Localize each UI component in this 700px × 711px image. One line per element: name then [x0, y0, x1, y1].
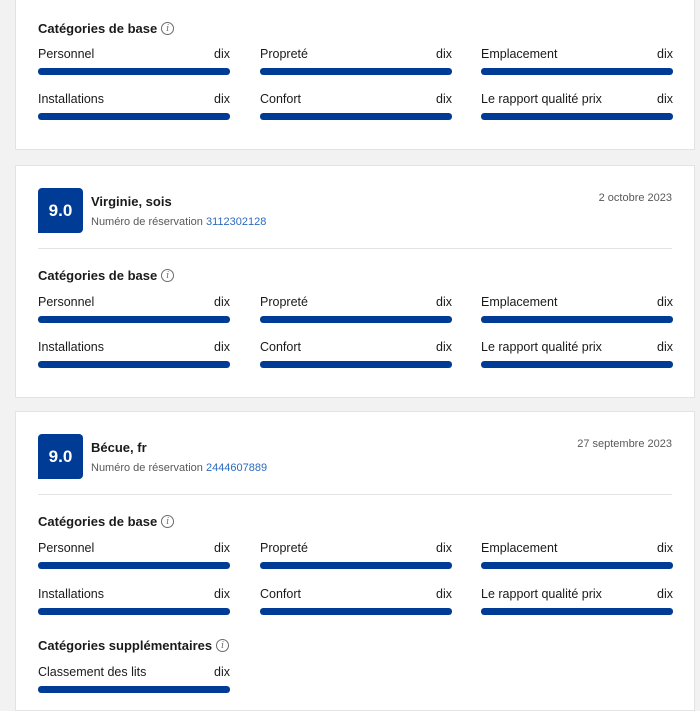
category-item [38, 541, 230, 571]
divider [38, 248, 672, 249]
category-bar-fill [38, 608, 230, 615]
category-value: dix [657, 587, 673, 601]
category-item [38, 587, 230, 617]
category-label: Emplacement [481, 295, 558, 309]
category-value: dix [436, 541, 452, 555]
category-bar-fill [260, 562, 452, 569]
booking-label: Numéro de réservation [91, 462, 203, 474]
category-value: dix [214, 587, 230, 601]
category-item [38, 340, 230, 370]
category-item [481, 295, 673, 325]
category-bar-fill [260, 361, 452, 368]
category-value: dix [657, 92, 673, 106]
review-header [38, 188, 672, 238]
category-bar-fill [481, 68, 673, 75]
category-value: dix [214, 295, 230, 309]
category-value: dix [214, 92, 230, 106]
category-item [260, 587, 452, 617]
category-label: Le rapport qualité prix [481, 340, 602, 354]
category-label: Installations [38, 340, 105, 354]
score-badge: 9.0 [38, 434, 83, 479]
category-item [481, 340, 673, 370]
reviewer-name: Bécue, fr [91, 440, 147, 455]
category-value: dix [436, 295, 452, 309]
category-bar [481, 608, 673, 615]
review-date: 27 septembre 2023 [577, 438, 672, 450]
category-bar-fill [481, 562, 673, 569]
category-item [481, 92, 673, 122]
category-item [260, 541, 452, 571]
category-item [38, 92, 230, 122]
base-categories-title [38, 268, 174, 283]
review-header [38, 434, 672, 484]
info-icon[interactable]: i [216, 639, 229, 652]
category-bar [260, 562, 452, 569]
category-label: Classement des lits [38, 665, 147, 679]
category-bar-fill [260, 68, 452, 75]
category-bar-fill [38, 686, 230, 693]
category-value: dix [214, 541, 230, 555]
category-item [481, 587, 673, 617]
category-value: dix [436, 587, 452, 601]
booking-number-link[interactable]: 2444607889 [205, 462, 268, 474]
booking-number-link[interactable]: 3112302128 [205, 216, 267, 228]
category-label: Le rapport qualité prix [481, 92, 602, 106]
category-bar-fill [38, 361, 230, 368]
category-value: dix [214, 47, 230, 61]
base-categories-title [38, 514, 174, 529]
category-item [481, 541, 673, 571]
booking-reference [91, 216, 266, 228]
base-categories-title [38, 21, 174, 36]
review-card [15, 411, 695, 711]
category-item [260, 47, 452, 77]
category-bar-fill [260, 113, 452, 120]
category-bar-fill [260, 316, 452, 323]
category-value: dix [436, 92, 452, 106]
category-bar [38, 562, 230, 569]
info-icon[interactable]: i [161, 515, 174, 528]
category-value: dix [657, 340, 673, 354]
section-title-text: Catégories de base [38, 268, 158, 283]
score-badge: 9.0 [38, 188, 83, 233]
category-label: Propreté [260, 47, 308, 61]
category-item [38, 295, 230, 325]
category-label: Personnel [38, 541, 95, 555]
category-bar [38, 361, 230, 368]
category-value: dix [436, 340, 452, 354]
category-bar-fill [481, 316, 673, 323]
category-bar [260, 608, 452, 615]
category-bar-fill [38, 316, 230, 323]
category-value: dix [657, 295, 673, 309]
category-bar [38, 316, 230, 323]
category-value: dix [436, 47, 452, 61]
category-label: Propreté [260, 295, 308, 309]
category-item [260, 340, 452, 370]
category-value: dix [657, 541, 673, 555]
category-label: Confort [260, 92, 301, 106]
category-bar [481, 361, 673, 368]
category-bar [38, 68, 230, 75]
category-bar-fill [481, 608, 673, 615]
booking-reference [91, 462, 267, 474]
category-bar [260, 113, 452, 120]
category-label: Installations [38, 92, 105, 106]
category-bar [38, 686, 230, 693]
category-bar-fill [481, 361, 673, 368]
reviewer-name: Virginie, sois [91, 194, 172, 209]
section-title-text: Catégories de base [38, 21, 158, 36]
review-card [15, 165, 695, 398]
category-item [38, 665, 230, 695]
category-value: dix [657, 47, 673, 61]
divider [38, 494, 672, 495]
category-label: Personnel [38, 47, 95, 61]
category-label: Confort [260, 587, 301, 601]
section-title-text: Catégories de base [38, 514, 158, 529]
category-bar [481, 562, 673, 569]
extra-categories-title [38, 638, 229, 653]
section-title-text: Catégories supplémentaires [38, 638, 213, 653]
category-label: Emplacement [481, 541, 558, 555]
category-bar-fill [260, 608, 452, 615]
category-bar-fill [38, 68, 230, 75]
category-item [260, 92, 452, 122]
category-value: dix [214, 340, 230, 354]
review-date: 2 octobre 2023 [598, 192, 672, 204]
category-bar [260, 68, 452, 75]
category-label: Emplacement [481, 47, 558, 61]
info-icon[interactable]: i [161, 269, 174, 282]
category-label: Confort [260, 340, 301, 354]
category-bar [260, 361, 452, 368]
category-bar [481, 113, 673, 120]
category-bar [481, 68, 673, 75]
category-bar-fill [38, 562, 230, 569]
booking-label: Numéro de réservation [91, 216, 203, 228]
category-label: Installations [38, 587, 105, 601]
info-icon[interactable]: i [161, 22, 174, 35]
category-value: dix [214, 665, 230, 679]
category-bar [260, 316, 452, 323]
category-bar [38, 113, 230, 120]
category-bar-fill [481, 113, 673, 120]
review-card [15, 0, 695, 150]
category-bar [481, 316, 673, 323]
category-label: Personnel [38, 295, 95, 309]
category-label: Le rapport qualité prix [481, 587, 602, 601]
category-item [260, 295, 452, 325]
category-label: Propreté [260, 541, 308, 555]
category-bar-fill [38, 113, 230, 120]
category-bar [38, 608, 230, 615]
category-item [38, 47, 230, 77]
category-item [481, 47, 673, 77]
